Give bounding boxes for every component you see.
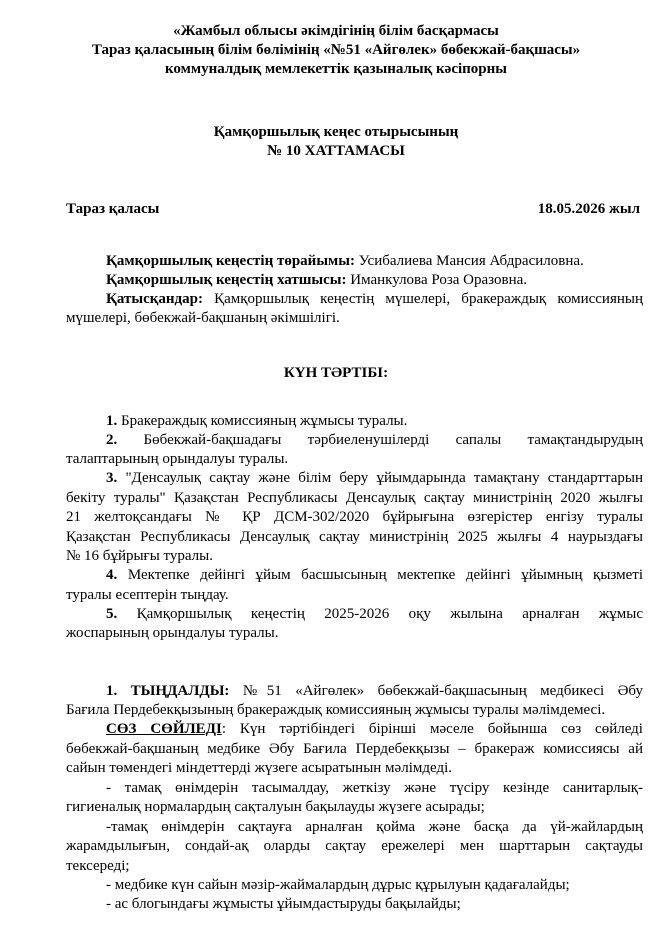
agenda-item-2-line-2: талаптарының орындалуы туралы. [66,451,289,467]
meeting-place: Тараз қаласы [66,201,160,217]
participants-line-2: мүшелері, бөбекжай-бақшаның әкімшілігі. [66,310,340,326]
agenda-text-5: Қамқоршылық кеңестің 2025-2026 оқу жылына арналған жұмыс [136,606,644,622]
spoke-text: : Күн тәртібіндегі бірінші мәселе бойынша сөз сөйледі [221,721,643,737]
participants-label: Қатысқандар: [106,291,203,307]
agenda-number-1: 1. [106,413,118,429]
agenda-item-3-line-4: Қазақстан Республикасы Денсаулық сақтау министрінің 2025 жылғы 4 наурыздағы [66,529,643,545]
agenda-item-3-line-5: № 16 бұйрығы туралы. [66,548,213,564]
agenda-title: КҮН ТӘРТІБІ: [283,365,389,381]
participants-text: Қамқоршылық кеңестің мүшелері, бракераждық комиссияның [202,291,643,307]
agenda-item-5-line-2: жоспарының орындалуы туралы. [66,625,279,641]
agenda-item-4-line-1 [66,566,643,586]
duty-3: - медбике күн сайын мәзір-жаймалардың дұрыс құрылуын қадағалайды; [106,877,570,893]
section-1-heard-line-2: Бағила Пердебекқызының бракераждық комиссияның жұмысы туралы мәлімдемесі. [66,702,606,718]
agenda-item-4-line-2: туралы есептерін тыңдау. [66,587,229,603]
agenda-item-1 [106,412,407,431]
agenda-item-3-line-2: бекіту туралы" Қазақстан Республикасы Денсаулық сақтау министрінің 2020 жылғы [66,490,643,506]
protocol-title-line-1: Қамқоршылық кеңес отырысының [213,124,459,140]
org-header-line-1: «Жамбыл облысы әкімдігінің білім басқармасы [173,23,499,39]
duty-2-line-1: -тамақ өнімдерін сақтауға арналған қойма және басқа да үй-жайлардың [106,819,643,835]
agenda-number-3: 3. [106,470,118,486]
protocol-title-line-2: № 10 ХАТТАМАСЫ [267,143,405,159]
agenda-item-5-line-1 [66,605,643,625]
agenda-number-2: 2. [106,432,118,448]
spoke-line-1 [66,720,643,740]
agenda-text-2: Бөбекжай-бақшадағы тәрбиеленушілерді сапалы тамақтандырудың [143,432,643,448]
section-1-heard-line-1 [66,682,643,702]
spoke-line-3: сайын төмендегі міндеттерді жүзеге асыратынын мәлімдеді. [66,760,452,776]
section-1-heard-text: №51 «Айгөлек» бөбекжай-бақшасының медбикесі Әбу [242,683,643,699]
agenda-number-5: 5. [106,606,118,622]
agenda-number-4: 4. [106,567,118,583]
agenda-item-2-line-1 [66,431,643,451]
participants-line-1 [66,290,643,310]
chair-label: Қамқоршылық кеңестің төрайымы: [106,253,355,269]
duty-2-line-2: жарамдылығын, сондай-ақ оларды сақтау ережелері мен шарттарын сақтауды [66,838,643,854]
agenda-text-1: Бракераждық комиссияның жұмысы туралы. [117,413,408,429]
duty-1-line-1: - тамақ өнімдерін тасымалдау, жеткізу және түсіру кезінде санитарлық- [106,780,643,796]
agenda-text-3: "Денсаулық сақтау және білім беру ұйымдарында тамақтану стандарттарын [125,470,643,486]
meeting-date: 18.05.2026 жыл [537,201,640,217]
duty-4: - ас блогындағы жұмысты ұйымдастыруды бақылайды; [106,896,461,912]
secretary-name: Иманкулова Роза Оразовна. [346,272,527,288]
org-header-line-3: коммуналдық мемлекеттік қазыналық кәсіпорны [164,61,507,77]
org-header-line-2: Тараз қаласының білім бөлімінің «№51 «Айгөлек» бөбекжай-бақшасы» [91,42,581,58]
chair-line [106,252,584,271]
section-1-heading: 1. ТЫҢДАЛДЫ: [106,683,230,699]
agenda-text-4: Мектепке дейінгі ұйым басшысының мектепке дейінгі ұйымның қызметі [127,567,643,583]
secretary-line [106,271,527,290]
spoke-line-2: бөбекжай-бақшаның медбике Әбу Бағила Пердебекқызы – бракераж комиссиясы ай [66,741,643,757]
duty-1-line-2: гигиеналық нормалардың сақталуын бақылауды жүзеге асырады; [66,799,485,815]
agenda-item-3-line-3: 21 желтоқсандағы № ҚР ДСМ-302/2020 бұйрығына өзгерістер енгізу туралы [66,509,643,525]
spoke-label: СӨЗ СӨЙЛЕДІ [106,721,222,737]
agenda-item-3-line-1 [66,469,643,489]
secretary-label: Қамқоршылық кеңестің хатшысы: [106,272,347,288]
duty-2-line-3: тексереді; [66,858,130,874]
chair-name: Усибалиева Мансия Абдрасиловна. [354,253,584,269]
